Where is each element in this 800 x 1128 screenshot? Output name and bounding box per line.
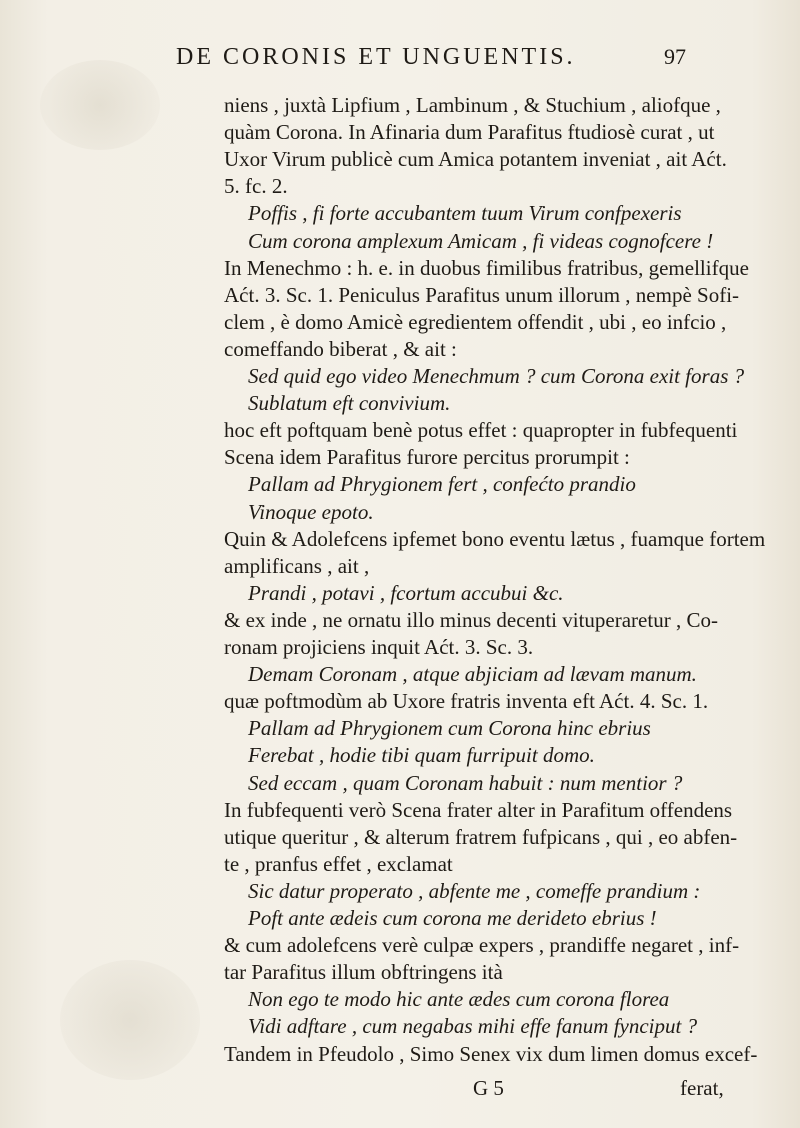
page-number: 97 bbox=[664, 44, 686, 69]
page-footer bbox=[224, 1071, 764, 1105]
text-line: 5. fc. 2. bbox=[224, 174, 288, 198]
text-line: Quin & Adolefcens ipfemet bono eventu lætus , fuamque fortem bbox=[224, 527, 766, 551]
text-line: niens , juxtà Lipfium , Lambinum , & Stuchium , aliofque , bbox=[224, 93, 721, 117]
text-line: Tandem in Pfeudolo , Simo Senex vix dum limen domus excef- bbox=[224, 1042, 758, 1066]
text-line: te , pranfus effet , exclamat bbox=[224, 852, 453, 876]
verse-line: Sed quid ego video Menechmum ? cum Corona exit foras ? bbox=[248, 364, 745, 388]
text-line: & ex inde , ne ornatu illo minus decenti vituperaretur , Co- bbox=[224, 608, 718, 632]
verse-line: Poft ante ædeis cum corona me derideto ebrius ! bbox=[248, 906, 657, 930]
running-header bbox=[176, 44, 696, 71]
text-line: Uxor Virum publicè cum Amica potantem inveniat , ait Aćt. bbox=[224, 147, 727, 171]
text-line: Aćt. 3. Sc. 1. Peniculus Parafitus unum illorum , nempè Sofi- bbox=[224, 283, 740, 307]
running-title: DE CORONIS ET UNGUENTIS. bbox=[176, 44, 576, 70]
text-line: comeffando biberat , & ait : bbox=[224, 337, 457, 361]
text-line: amplificans , ait , bbox=[224, 554, 370, 578]
verse-line: Pallam ad Phrygionem cum Corona hinc ebrius bbox=[248, 716, 651, 740]
verse-line: Vinoque epoto. bbox=[248, 500, 374, 524]
verse-line: Poffis , fi forte accubantem tuum Virum confpexeris bbox=[248, 201, 682, 225]
text-line: utique queritur , & alterum fratrem fufpicans , qui , eo abfen- bbox=[224, 825, 738, 849]
text-line: clem , è domo Amicè egredientem offendit , ubi , eo infcio , bbox=[224, 310, 727, 334]
text-line: quàm Corona. In Afinaria dum Parafitus ftudiosè curat , ut bbox=[224, 120, 715, 144]
verse-line: Demam Coronam , atque abjiciam ad lævam manum. bbox=[248, 662, 697, 686]
signature-mark: G 5 bbox=[473, 1076, 504, 1100]
verse-line: Cum corona amplexum Amicam , fi videas cognofcere ! bbox=[248, 229, 714, 253]
verse-line: Ferebat , hodie tibi quam furripuit domo. bbox=[248, 743, 595, 767]
verse-line: Pallam ad Phrygionem fert , confećto prandio bbox=[248, 472, 636, 496]
text-line: In fubfequenti verò Scena frater alter in Parafitum offendens bbox=[224, 798, 733, 822]
verse-line: Vidi adftare , cum negabas mihi effe fanum fynciput ? bbox=[248, 1014, 698, 1038]
verse-line: Non ego te modo hic ante ædes cum corona florea bbox=[248, 987, 670, 1011]
verse-line: Sublatum eft convivium. bbox=[248, 391, 451, 415]
text-line: Scena idem Parafitus furore percitus prorumpit : bbox=[224, 445, 630, 469]
verse-line: Prandi , potavi , fcortum accubui &c. bbox=[248, 581, 564, 605]
text-line: In Menechmo : h. e. in duobus fimilibus fratribus, gemellifque bbox=[224, 256, 749, 280]
verse-line: Sic datur properato , abfente me , comeffe prandium : bbox=[248, 879, 701, 903]
catchword: ferat, bbox=[680, 1076, 724, 1100]
text-line: hoc eft poftquam benè potus effet : quapropter in fubfequenti bbox=[224, 418, 738, 442]
verse-line: Sed eccam , quam Coronam habuit : num mentior ? bbox=[248, 771, 683, 795]
text-line: & cum adolefcens verè culpæ expers , prandiffe negaret , inf- bbox=[224, 933, 740, 957]
text-line: ronam projiciens inquit Aćt. 3. Sc. 3. bbox=[224, 635, 534, 659]
text-line: tar Parafitus illum obftringens ità bbox=[224, 960, 503, 984]
text-line: quæ poftmodùm ab Uxore fratris inventa eft Aćt. 4. Sc. 1. bbox=[224, 689, 709, 713]
